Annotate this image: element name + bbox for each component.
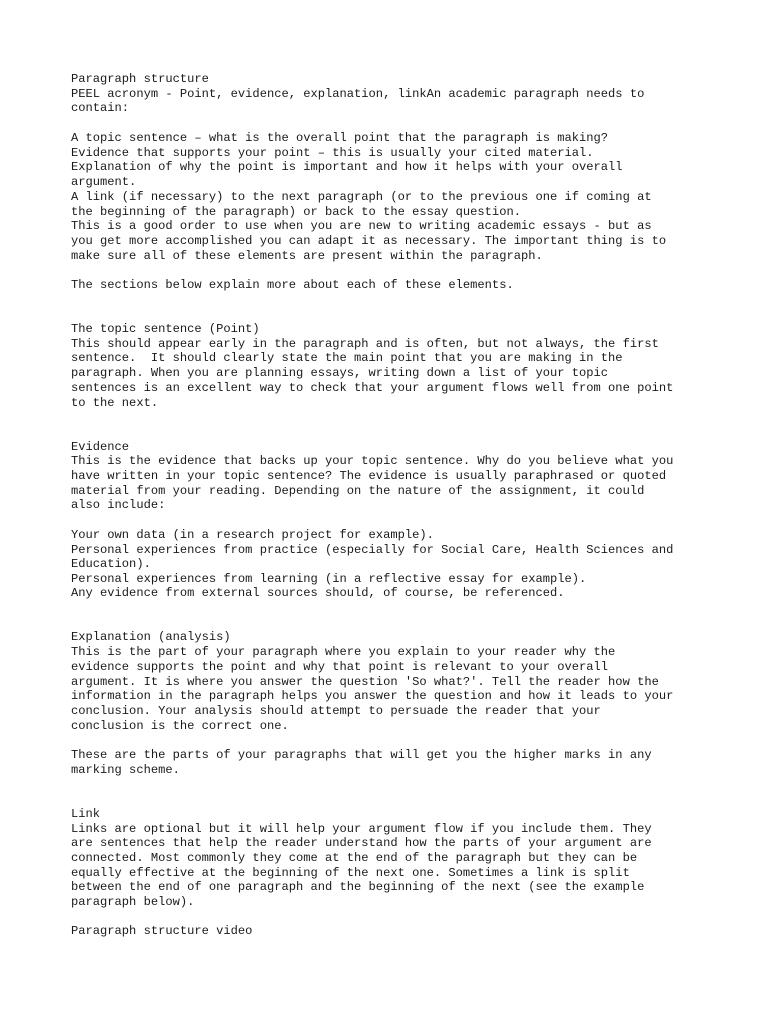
text-line: sentences is an excellent way to check that your argument flows well from one point [71, 381, 674, 395]
text-line: This is the part of your paragraph where you explain to your reader why the [71, 645, 616, 659]
text-line: argument. [71, 175, 137, 189]
text-line: material from your reading. Depending on the nature of the assignment, it could [71, 484, 645, 498]
text-line: have written in your topic sentence? The evidence is usually paraphrased or quoted [71, 469, 667, 483]
text-line: equally effective at the beginning of the next one. Sometimes a link is split [71, 866, 630, 880]
text-line: connected. Most commonly they come at the end of the paragraph but they can be [71, 851, 638, 865]
text-line: you get more accomplished you can adapt it as necessary. The important thing is to [71, 234, 667, 248]
list-item: Evidence that supports your point – this is usually your cited material. [71, 146, 594, 160]
text-line: make sure all of these elements are present within the paragraph. [71, 249, 543, 263]
text-line: paragraph below). [71, 895, 195, 909]
text-line: These are the parts of your paragraphs that will get you the higher marks in any [71, 748, 652, 762]
text-line: are sentences that help the reader understand how the parts of your argument are [71, 836, 652, 850]
text-line: This should appear early in the paragraph and is often, but not always, the first [71, 337, 659, 351]
text-line: to the next. [71, 396, 159, 410]
section-heading-topic-sentence: The topic sentence (Point) [71, 322, 260, 336]
text-line: PEEL acronym - Point, evidence, explanation, linkAn academic paragraph needs to [71, 87, 645, 101]
section-heading-paragraph-structure-video: Paragraph structure video [71, 924, 253, 938]
section-heading-link: Link [71, 807, 101, 821]
list-item: A topic sentence – what is the overall point that the paragraph is making? [71, 131, 609, 145]
text-line: argument. It is where you answer the question 'So what?'. Tell the reader how the [71, 675, 659, 689]
text-line: This is the evidence that backs up your topic sentence. Why do you believe what you [71, 454, 674, 468]
text-line: evidence supports the point and why that point is relevant to your overall [71, 660, 609, 674]
section-heading-paragraph-structure: Paragraph structure [71, 72, 209, 86]
text-line: information in the paragraph helps you answer the question and how it leads to your [71, 689, 674, 703]
text-line: paragraph. When you are planning essays, writing down a list of your topic [71, 366, 609, 380]
text-line: conclusion is the correct one. [71, 719, 289, 733]
text-line: Links are optional but it will help your argument flow if you include them. They [71, 822, 652, 836]
text-line: This is a good order to use when you are new to writing academic essays - but as [71, 219, 652, 233]
text-line: between the end of one paragraph and the beginning of the next (see the example [71, 880, 645, 894]
list-item: A link (if necessary) to the next paragraph (or to the previous one if coming at [71, 190, 652, 204]
list-item: Personal experiences from practice (especially for Social Care, Health Sciences and [71, 543, 674, 557]
text-line: conclusion. Your analysis should attempt to persuade the reader that your [71, 704, 601, 718]
list-item: Explanation of why the point is important and how it helps with your overall [71, 160, 623, 174]
text-line: the beginning of the paragraph) or back to the essay question. [71, 205, 521, 219]
list-item: Personal experiences from learning (in a reflective essay for example). [71, 572, 587, 586]
list-item: Your own data (in a research project for example). [71, 528, 434, 542]
text-line: also include: [71, 498, 166, 512]
text-line: sentence. It should clearly state the main point that you are making in the [71, 351, 623, 365]
text-line: marking scheme. [71, 763, 180, 777]
text-line: Education). [71, 557, 151, 571]
text-line: Any evidence from external sources should, of course, be referenced. [71, 586, 565, 600]
section-heading-evidence: Evidence [71, 440, 130, 454]
text-line: The sections below explain more about each of these elements. [71, 278, 514, 292]
section-heading-explanation: Explanation (analysis) [71, 630, 231, 644]
text-line: contain: [71, 101, 130, 115]
